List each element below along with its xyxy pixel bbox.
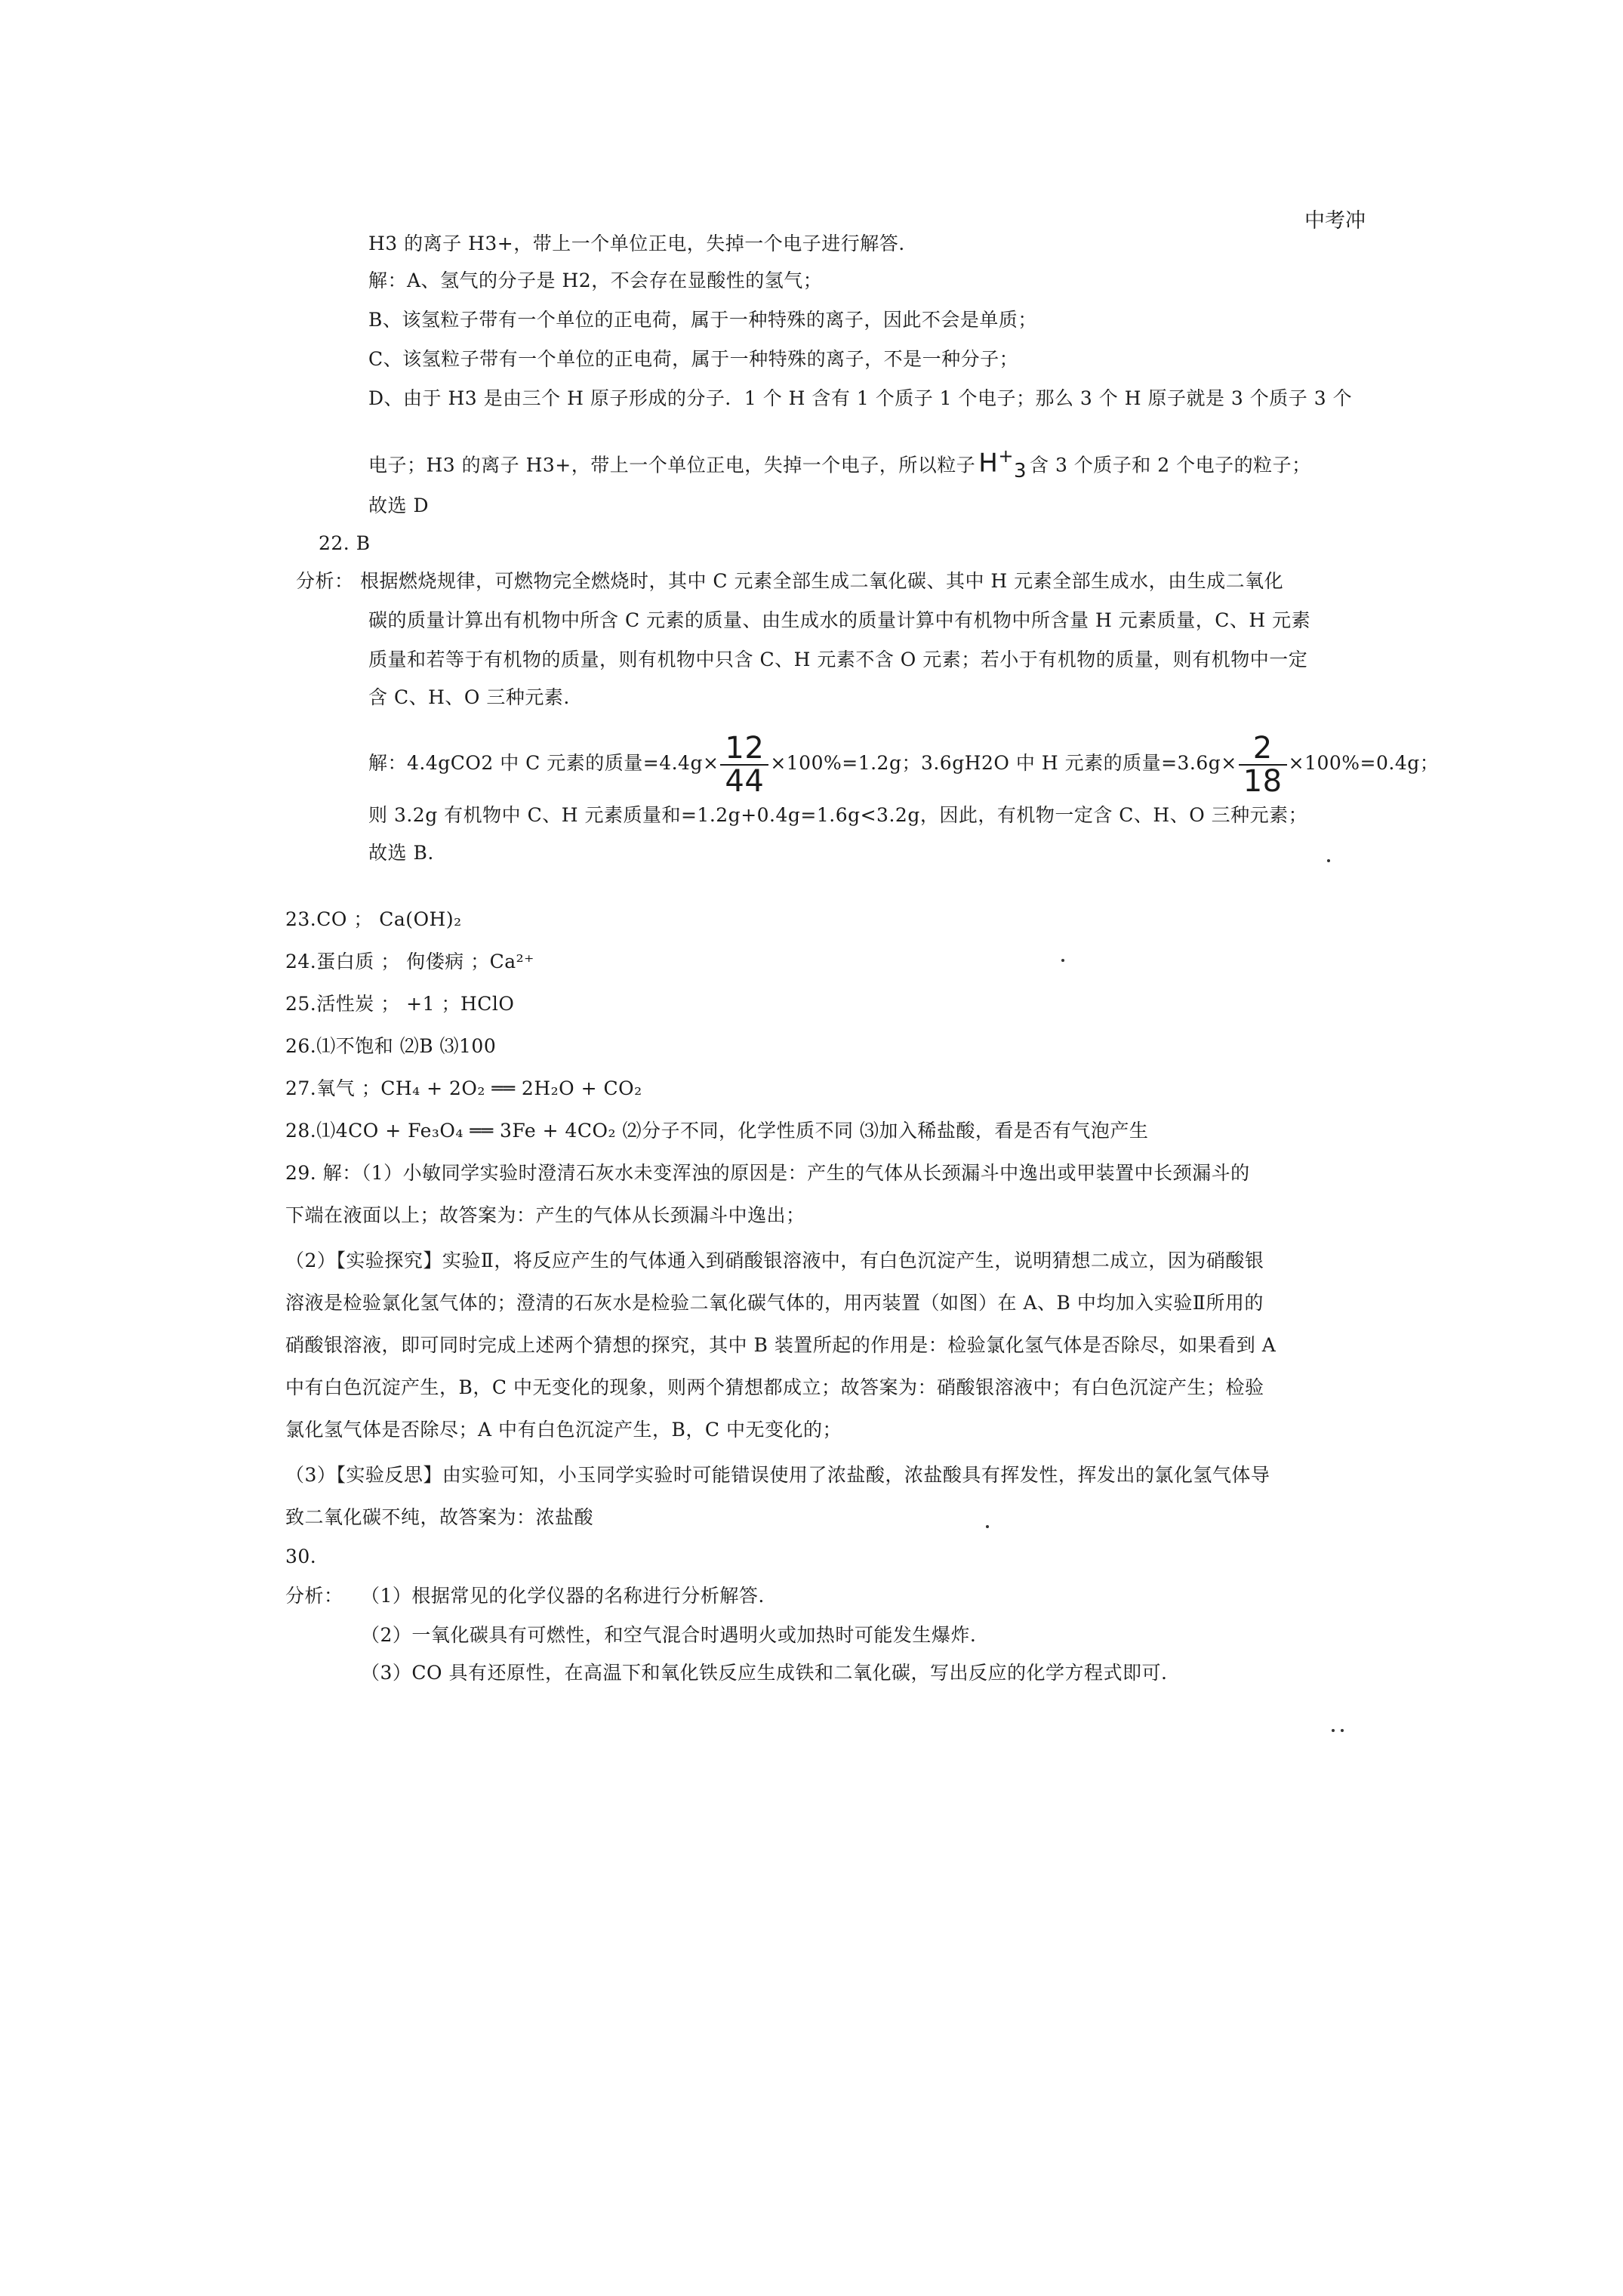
q29-line-4: 溶液是检验氯化氢气体的；澄清的石灰水是检验二氧化碳气体的，用丙装置（如图）在 A、B 中均加入实验Ⅱ所用的 (285, 1292, 1264, 1314)
q30-item-3: （3）CO 具有还原性，在高温下和氧化铁反应生成铁和二氧化碳，写出反应的化学方程式即可. (361, 1662, 1168, 1684)
fraction-numerator: 2 (1239, 732, 1287, 766)
q30-item-1: （1）根据常见的化学仪器的名称进行分析解答. (361, 1585, 765, 1607)
scan-speck (1341, 1729, 1344, 1732)
q21-line-ion (368, 442, 1311, 485)
q29-line-7: 氯化氢气体是否除尽；A 中有白色沉淀产生，B，C 中无变化的； (285, 1419, 842, 1441)
answer-27: 27.氧气 ；CH₄ + 2O₂ ══ 2H₂O + CO₂ (285, 1077, 642, 1099)
q22-sol-part3: ×100%=0.4g； (1288, 752, 1440, 774)
q22-analysis-3: 质量和若等于有机物的质量，则有机物中只含 C、H 元素不含 O 元素；若小于有机物的质量，则有机物中一定 (368, 649, 1308, 670)
q21-choice: 故选 D (368, 495, 429, 516)
q22-sol-part2: ×100%=1.2g；3.6gH2O 中 H 元素的质量=3.6g× (770, 752, 1237, 774)
fraction-2-18 (1239, 732, 1287, 797)
q22-solution-line-2: 则 3.2g 有机物中 C、H 元素质量和=1.2g+0.4g=1.6g<3.2g，因此，有机物一定含 C、H、O 三种元素； (368, 804, 1308, 826)
ion-base: H (978, 448, 999, 479)
q29-line-8: （3）【实验反思】由实验可知，小玉同学实验时可能错误使用了浓盐酸，浓盐酸具有挥发性，挥发出的氯化氢气体导 (285, 1464, 1270, 1486)
q29-line-2: 下端在液面以上；故答案为：产生的气体从长颈漏斗中逸出； (285, 1204, 805, 1226)
ion-subscript: 3 (1013, 460, 1027, 483)
q22-analysis-1: 分析： 根据燃烧规律，可燃物完全燃烧时，其中 C 元素全部生成二氧化碳、其中 H 元素全部生成水，由生成二氧化 (296, 570, 1284, 592)
q21-ion-after: 含 3 个质子和 2 个电子的粒子； (1030, 454, 1311, 476)
scan-speck (986, 1525, 989, 1528)
header-title: 中考冲 (1304, 209, 1366, 233)
q30-item-2: （2）一氧化碳具有可燃性，和空气混合时遇明火或加热时可能发生爆炸. (361, 1624, 977, 1646)
scan-speck (1327, 859, 1330, 862)
q21-line-2: 解：A、氢气的分子是 H2，不会存在显酸性的氢气； (368, 270, 823, 291)
answer-25: 25.活性炭 ； +1 ；HClO (285, 993, 515, 1015)
ion-charge: + (998, 445, 1014, 467)
q21-line-5: D、由于 H3 是由三个 H 原子形成的分子．1 个 H 含有 1 个质子 1 个电子；那么 3 个 H 原子就是 3 个质子 3 个 (368, 387, 1353, 409)
answer-28: 28.⑴4CO + Fe₃O₄ ══ 3Fe + 4CO₂ ⑵分子不同，化学性质不同 ⑶加入稀盐酸，看是否有气泡产生 (285, 1120, 1149, 1142)
q29-line-5: 硝酸银溶液，即可同时完成上述两个猜想的探究，其中 B 装置所起的作用是：检验氯化氢气体是否除尽，如果看到 A (285, 1334, 1277, 1356)
q22-sol-part1: 解：4.4gCO2 中 C 元素的质量=4.4g× (368, 752, 719, 774)
h3-plus-ion-symbol (978, 442, 1027, 485)
fraction-12-44 (720, 732, 768, 797)
q21-line-3: B、该氢粒子带有一个单位的正电荷，属于一种特殊的离子，因此不会是单质； (368, 309, 1037, 331)
q29-line-1: 29. 解：（1）小敏同学实验时澄清石灰水未变浑浊的原因是：产生的气体从长颈漏斗中逸出或甲装置中长颈漏斗的 (285, 1162, 1250, 1184)
q29-line-6: 中有白色沉淀产生，B，C 中无变化的现象，则两个猜想都成立；故答案为：硝酸银溶液中；有白色沉淀产生；检验 (285, 1376, 1264, 1398)
scan-speck (1061, 959, 1064, 962)
q30-analysis-label: 分析： (285, 1585, 343, 1607)
fraction-numerator: 12 (720, 732, 768, 766)
q22-solution-line (368, 729, 1439, 797)
q29-line-3: （2）【实验探究】实验Ⅱ，将反应产生的气体通入到硝酸银溶液中，有白色沉淀产生，说明猜想二成立，因为硝酸银 (285, 1250, 1264, 1271)
q30-number: 30. (285, 1546, 317, 1567)
answer-26: 26.⑴不饱和 ⑵B ⑶100 (285, 1035, 497, 1057)
q21-line-4: C、该氢粒子带有一个单位的正电荷，属于一种特殊的离子，不是一种分子； (368, 348, 1019, 370)
q22-analysis-4: 含 C、H、O 三种元素. (368, 686, 570, 708)
answer-23: 23.CO ； Ca(OH)₂ (285, 908, 462, 930)
scan-speck (1332, 1729, 1335, 1732)
answer-24: 24.蛋白质 ； 佝偻病 ；Ca²⁺ (285, 951, 534, 972)
fraction-denominator: 44 (725, 763, 765, 799)
q22-choice: 故选 B. (368, 842, 434, 864)
q21-line-1: H3 的离子 H3+，带上一个单位正电，失掉一个电子进行解答. (368, 233, 905, 254)
q22-analysis-2: 碳的质量计算出有机物中所含 C 元素的质量、由生成水的质量计算中有机物中所含量 H 元素质量，C、H 元素 (368, 609, 1311, 631)
fraction-denominator: 18 (1243, 763, 1283, 799)
q29-line-9: 致二氧化碳不纯，故答案为：浓盐酸 (285, 1506, 594, 1528)
q21-ion-before: 电子；H3 的离子 H3+，带上一个单位正电，失掉一个电子，所以粒子 (368, 454, 976, 476)
q22-number: 22. B (319, 532, 371, 554)
